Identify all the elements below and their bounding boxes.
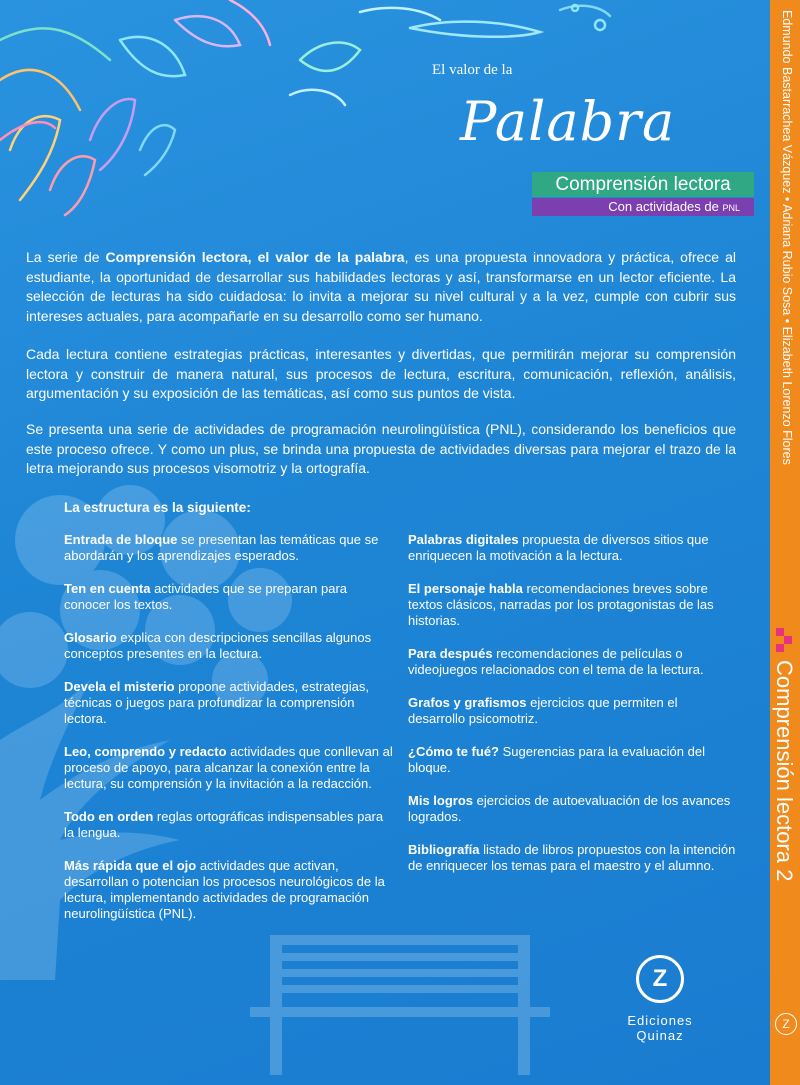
structure-item-key: Mis logros bbox=[408, 793, 474, 808]
intro-p1-rest: , es una propuesta innovadora y práctica, ofrece al estudiante, la oportunidad de desarrollar sus habilidades lectoras y así, transformarse en un lector eficiente. La selección de lecturas ha sido cuidadosa: lo invita a mejorar su nivel cultural y a la vez, cumple con cubrir sus intereses actuales, para acompañarle en su desarrollo como ser humano. bbox=[26, 249, 736, 324]
structure-item bbox=[408, 581, 738, 629]
structure-item bbox=[408, 842, 738, 874]
structure-item-key: Palabras digitales bbox=[408, 532, 519, 547]
bench-illustration bbox=[250, 935, 550, 1075]
intro-paragraph-1 bbox=[26, 248, 736, 326]
structure-item-key: Leo, comprendo y redacto bbox=[64, 744, 227, 759]
banner-subtitle-text: Con actividades de bbox=[608, 199, 719, 214]
book-spine bbox=[770, 0, 800, 1085]
structure-item-key: Devela el misterio bbox=[64, 679, 175, 694]
structure-item-desc: actividades que activan, desarrollan o potencian los procesos neurológicos de la lectura, implementando actividades de programación neurolingüística (PNL). bbox=[64, 858, 385, 921]
structure-item-key: Todo en orden bbox=[64, 809, 154, 824]
structure-list-right bbox=[408, 532, 738, 891]
series-logo bbox=[430, 58, 730, 178]
structure-item bbox=[408, 744, 738, 776]
structure-item bbox=[408, 695, 738, 727]
structure-item bbox=[64, 858, 394, 922]
structure-item bbox=[64, 679, 394, 727]
structure-item-desc: actividades que conllevan al proceso de apoyo, para alcanzar la conexión entre la lectura, su comprensión y la invitación a la redacción. bbox=[64, 744, 393, 791]
structure-item-desc: recomendaciones de películas o videojuegos relacionados con el tema de la lectura. bbox=[408, 646, 704, 677]
structure-item-desc: Sugerencias para la evaluación del bloque. bbox=[408, 744, 705, 775]
structure-item-key: Glosario bbox=[64, 630, 117, 645]
intro-paragraph-3: Se presenta una serie de actividades de programación neurolingüística (PNL), considerando los beneficios que este proceso ofrece. Y como un plus, se brinda una propuesta de actividades diversas para mejorar el trazo de la letra mejorando sus procesos visomotriz y la ortografía. bbox=[26, 421, 736, 476]
structure-item-desc: recomendaciones breves sobre textos clásicos, narradas por los protagonistas de las historias. bbox=[408, 581, 714, 628]
structure-item-desc: reglas ortográficas indispensables para la lengua. bbox=[64, 809, 384, 840]
structure-item-desc: ejercicios que permiten el desarrollo psicomotriz. bbox=[408, 695, 678, 726]
structure-item-key: Entrada de bloque bbox=[64, 532, 178, 547]
intro-p1-bold: Comprensión lectora, el valor de la palabra bbox=[105, 249, 405, 265]
structure-item-key: Grafos y grafismos bbox=[408, 695, 527, 710]
structure-item-key: Más rápida que el ojo bbox=[64, 858, 197, 873]
structure-item-key: El personaje habla bbox=[408, 581, 523, 596]
structure-item-desc: explica con descripciones sencillas algunos conceptos presentes en la lectura. bbox=[64, 630, 372, 661]
structure-item bbox=[408, 532, 738, 564]
structure-item-desc: propone actividades, estrategias, técnicas o juegos para profundizar la comprensión lectora. bbox=[64, 679, 369, 726]
structure-item bbox=[64, 581, 394, 613]
structure-item-desc: propuesta de diversos sitios que enriquecen la motivación a la lectura. bbox=[408, 532, 709, 563]
intro-p1-lead: La serie de bbox=[26, 249, 106, 265]
structure-item bbox=[64, 744, 394, 792]
publisher-logo-icon: Z bbox=[636, 955, 684, 1003]
publisher-name: Ediciones Quinaz bbox=[627, 1013, 693, 1043]
banner-subtitle-pnl: PNL bbox=[722, 203, 740, 213]
series-banner-title: Comprensión lectora bbox=[532, 172, 754, 197]
structure-item-key: Bibliografía bbox=[408, 842, 480, 857]
structure-item-key: Ten en cuenta bbox=[64, 581, 151, 596]
structure-item-desc: ejercicios de autoevaluación de los avances logrados. bbox=[408, 793, 731, 824]
spine-title: Comprensión lectora 2 bbox=[772, 660, 797, 882]
structure-item-desc: listado de libros propuestos con la intención de enriquecer los temas para el maestro y el alumno. bbox=[408, 842, 736, 873]
structure-item bbox=[64, 630, 394, 662]
structure-item bbox=[408, 646, 738, 678]
series-logo-title: Palabra bbox=[460, 90, 676, 153]
series-banner-subtitle bbox=[532, 198, 754, 216]
structure-item-key: ¿Cómo te fué? bbox=[408, 744, 499, 759]
structure-item bbox=[408, 793, 738, 825]
spine-authors: Edmundo Bastarrachea Vázquez • Adriana Rubio Sosa • Elizabeth Lorenzo Flores bbox=[780, 10, 794, 465]
structure-item-desc: actividades que se preparan para conocer los textos. bbox=[64, 581, 348, 612]
spine-pink-mark-icon bbox=[776, 628, 794, 652]
structure-item bbox=[64, 532, 394, 564]
structure-item-key: Para después bbox=[408, 646, 493, 661]
publisher-logo bbox=[605, 955, 715, 1043]
structure-item bbox=[64, 809, 394, 841]
intro-paragraph-2: Cada lectura contiene estrategias prácticas, interesantes y divertidas, que permitirán mejorar su comprensión lectora y construir de manera natural, sus procesos de lectura, escritura, comunicación, reflexión, análisis, argumentación y su exposición de las temáticas, así como sus puntos de vista. bbox=[26, 346, 736, 401]
spine-authors-box bbox=[776, 10, 794, 610]
structure-item-desc: se presentan las temáticas que se abordarán y los aprendizajes esperados. bbox=[64, 532, 379, 563]
series-logo-subtitle: El valor de la bbox=[432, 62, 513, 78]
structure-heading: La estructura es la siguiente: bbox=[64, 500, 251, 515]
spine-logo-icon: Z bbox=[775, 1013, 797, 1035]
structure-list-left bbox=[64, 532, 394, 939]
